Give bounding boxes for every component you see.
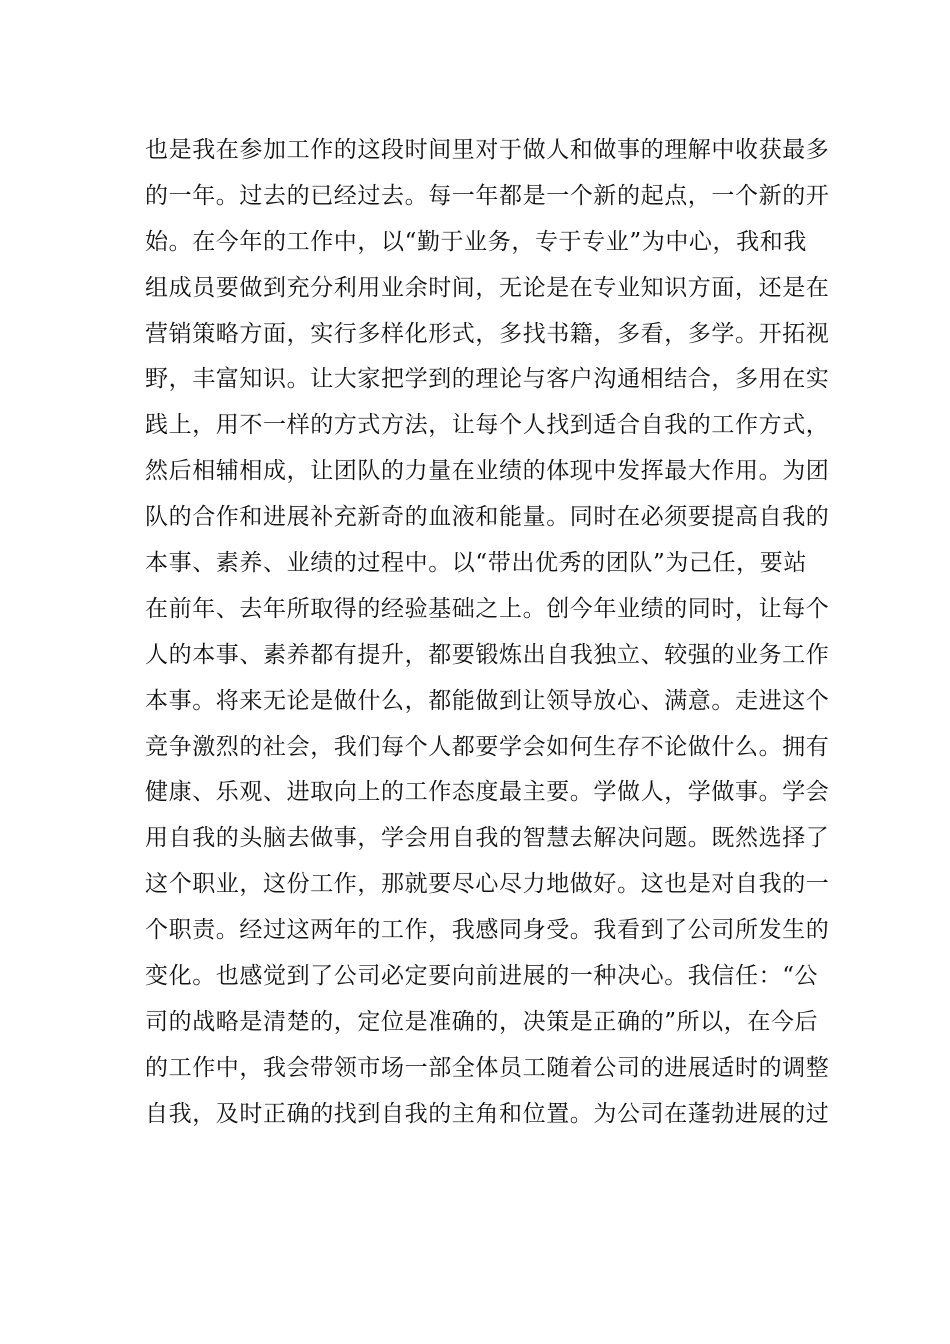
text-line: 的工作中，我会带领市场一部全体员工随着公司的进展适时的调整 <box>145 1054 830 1081</box>
text-line: 野，丰富知识。让大家把学到的理论与客户沟通相结合，多用在实 <box>145 366 830 393</box>
text-line: 竞争激烈的社会，我们每个人都要学会如何生存不论做什么。拥有 <box>145 733 830 760</box>
text-line: 在前年、去年所取得的经验基础之上。创今年业绩的同时，让每个 <box>145 595 830 622</box>
text-line: 司的战略是清楚的，定位是准确的，决策是正确的”所以，在今后 <box>145 1008 819 1035</box>
text-line: 组成员要做到充分利用业余时间，无论是在专业知识方面，还是在 <box>145 274 830 301</box>
text-line: 用自我的头脑去做事，学会用自我的智慧去解决问题。既然选择了 <box>145 825 830 852</box>
text-line: 然后相辅相成，让团队的力量在业绩的体现中发挥最大作用。为团 <box>145 458 830 485</box>
text-line: 变化。也感觉到了公司必定要向前进展的一种决心。我信任：“公 <box>145 963 819 990</box>
text-line: 本事、素养、业绩的过程中。以“带出优秀的团队”为己任，要站 <box>145 550 807 577</box>
text-line: 本事。将来无论是做什么，都能做到让领导放心、满意。走进这个 <box>145 687 830 714</box>
text-line: 践上，用不一样的方式方法，让每个人找到适合自我的工作方式， <box>145 412 830 439</box>
text-line: 也是我在参加工作的这段时间里对于做人和做事的理解中收获最多 <box>145 137 830 163</box>
text-line: 这个职业，这份工作，那就要尽心尽力地做好。这也是对自我的一 <box>145 871 830 898</box>
text-line: 人的本事、素养都有提升，都要锻炼出自我独立、较强的业务工作 <box>145 641 830 668</box>
text-line: 始。在今年的工作中，以“勤于业务，专于专业”为中心，我和我 <box>145 228 807 255</box>
text-line: 个职责。经过这两年的工作，我感同身受。我看到了公司所发生的 <box>145 917 830 944</box>
text-line: 自我，及时正确的找到自我的主角和位置。为公司在蓬勃进展的过 <box>145 1100 830 1127</box>
text-line: 健康、乐观、进取向上的工作态度最主要。学做人，学做事。学会 <box>145 779 830 806</box>
text-line: 的一年。过去的已经过去。每一年都是一个新的起点，一个新的开 <box>145 182 830 209</box>
body-paragraph <box>145 128 830 1138</box>
text-line: 营销策略方面，实行多样化形式，多找书籍，多看，多学。开拓视 <box>145 320 830 347</box>
text-line: 队的合作和进展补充新奇的血液和能量。同时在必须要提高自我的 <box>145 504 830 531</box>
